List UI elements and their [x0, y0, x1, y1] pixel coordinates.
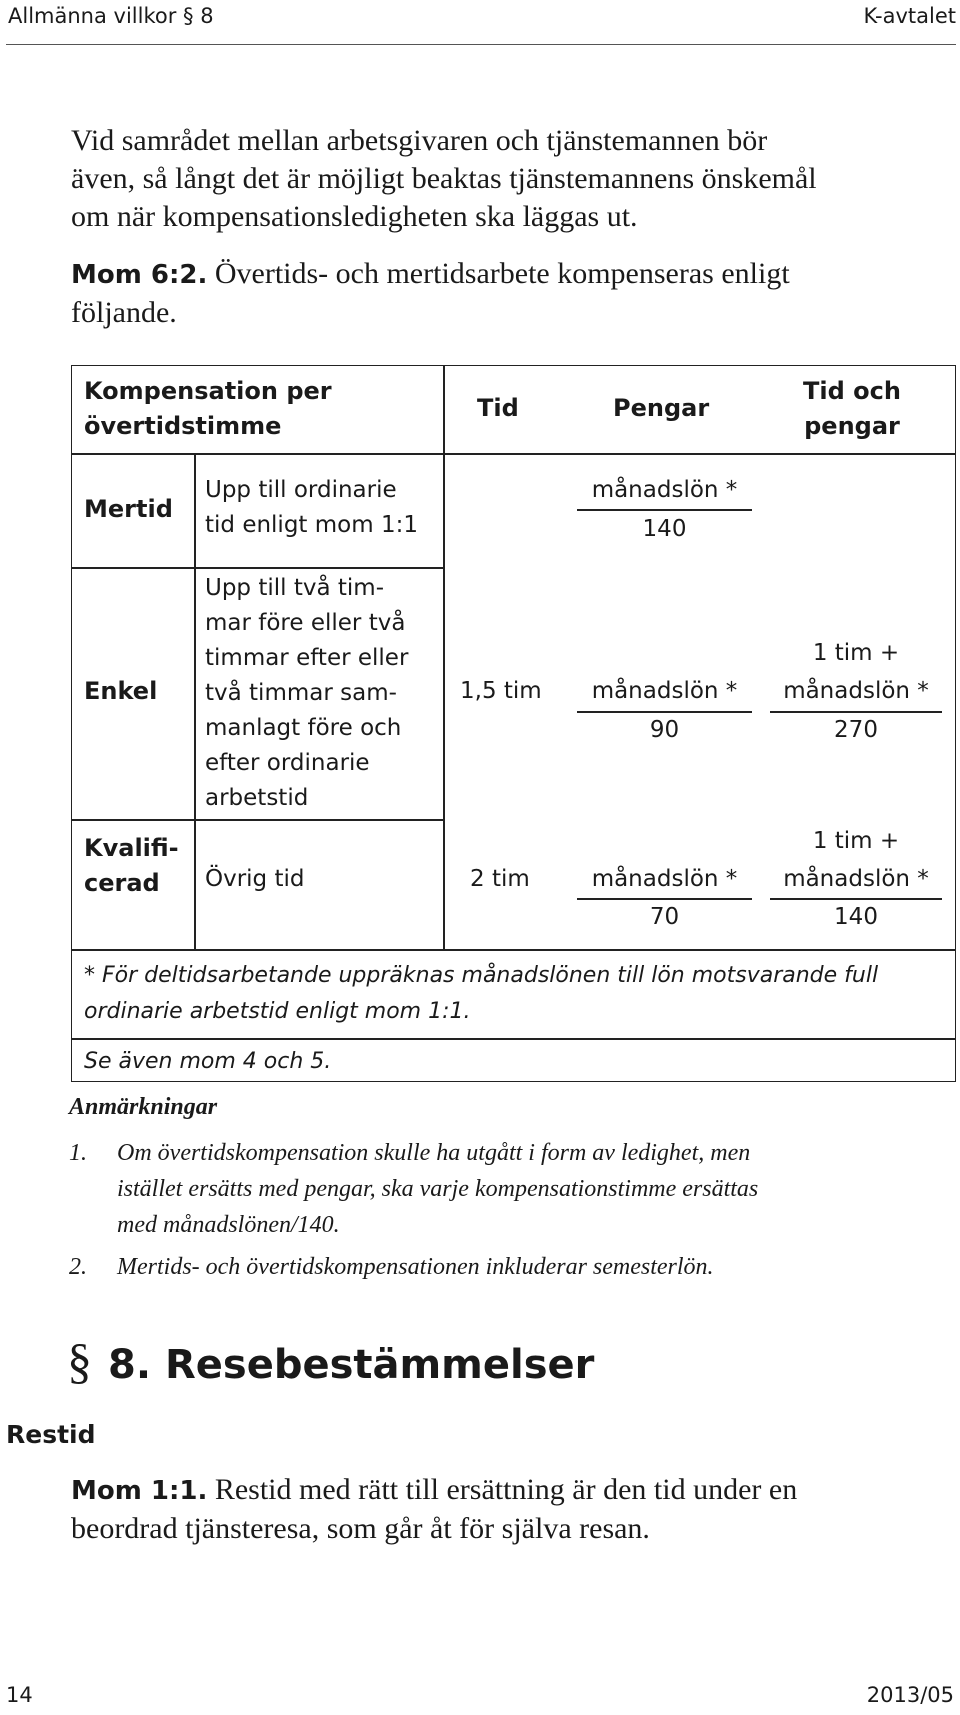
mom-6-2-text-cont: följande.: [71, 296, 177, 329]
col-divider-2: [443, 366, 445, 949]
kvalificerad-tidpengar-denominator: 140: [834, 904, 878, 930]
enkel-pengar-denominator: 90: [649, 717, 680, 743]
table-body-bottom: [72, 949, 955, 951]
enkel-pengar-numerator: månadslön *: [591, 678, 738, 704]
header-tid: Tid: [477, 394, 519, 422]
mom-6-2-label: Mom 6:2.: [71, 260, 208, 290]
page-number: 14: [6, 1683, 33, 1707]
mom-6-2-paragraph: [71, 255, 790, 332]
row-type-enkel: Enkel: [84, 677, 158, 705]
running-header-left: Allmänna villkor § 8: [8, 4, 214, 28]
enkel-tidpengar-prefix: 1 tim +: [812, 640, 900, 666]
intro-line-2: även, så långt det är möjligt beaktas tjänstemannens önskemål: [71, 162, 817, 195]
running-header-right: K-avtalet: [863, 4, 956, 28]
anmarkning-number-1: 1.: [69, 1140, 87, 1166]
anmarkning-number-2: 2.: [69, 1254, 87, 1280]
header-tid-och-pengar: Tid och pengar: [803, 377, 901, 440]
kvalificerad-tidpengar-prefix: 1 tim +: [812, 828, 900, 854]
section-title: 8. Resebestämmelser: [108, 1342, 595, 1388]
fraction-bar: [577, 509, 752, 511]
anmarkning-2: Mertids- och övertidskompensationen inkluderar semesterlön.: [117, 1254, 714, 1280]
restid-paragraph: [71, 1471, 797, 1548]
anmarkningar-title: Anmärkningar: [69, 1094, 218, 1120]
margin-label-restid: Restid: [6, 1420, 96, 1449]
footer-date: 2013/05: [866, 1683, 954, 1707]
kvalificerad-pengar-denominator: 70: [649, 904, 680, 930]
kvalificerad-pengar-numerator: månadslön *: [591, 866, 738, 892]
row-divider-mertid: [72, 567, 443, 569]
enkel-tidpengar-numerator: månadslön *: [783, 678, 929, 704]
intro-paragraph: [71, 122, 817, 236]
mertid-pengar-denominator: 140: [642, 516, 687, 542]
table-footnote: * För deltidsarbetande uppräknas månadslönen till lön motsvarande full ordinarie arbetstid enligt mom 1:1.: [84, 963, 879, 1024]
kvalificerad-tid: 2 tim: [470, 866, 530, 892]
section-symbol: §: [67, 1333, 92, 1389]
footnote-divider: [72, 1038, 955, 1040]
col-divider-1: [194, 453, 196, 949]
header-compensation: Kompensation per övertidstimme: [84, 377, 332, 440]
restid-mom-label: Mom 1:1.: [71, 1476, 208, 1506]
row-desc-kvalificerad: Övrig tid: [205, 866, 305, 892]
restid-text: Restid med rätt till ersättning är den tid under en: [207, 1473, 798, 1506]
header-divider: [6, 44, 956, 45]
intro-line-3: om när kompensationsledigheten ska läggas ut.: [71, 200, 638, 233]
compensation-table: [71, 365, 956, 1082]
mom-6-2-text: Övertids- och mertidsarbete kompenseras enligt: [207, 257, 790, 290]
kvalificerad-tidpengar-numerator: månadslön *: [783, 866, 929, 892]
restid-text-cont: beordrad tjänsteresa, som går åt för själva resan.: [71, 1512, 650, 1545]
row-type-mertid: Mertid: [84, 495, 173, 523]
table-see-also: Se även mom 4 och 5.: [84, 1049, 332, 1074]
table-header-divider: [72, 453, 955, 455]
header-pengar: Pengar: [613, 394, 710, 422]
row-divider-enkel: [72, 819, 443, 821]
intro-line-1: Vid samrådet mellan arbetsgivaren och tjänstemannen bör: [71, 124, 768, 157]
row-desc-enkel: Upp till två tim- mar före eller två timmar efter eller två timmar sam- manlagt före och efter ordinarie arbetstid: [205, 575, 409, 811]
row-desc-mertid: Upp till ordinarie tid enligt mom 1:1: [205, 477, 418, 538]
enkel-tidpengar-denominator: 270: [834, 717, 878, 743]
enkel-tid: 1,5 tim: [460, 678, 542, 704]
row-type-kvalificerad: Kvalifi- cerad: [84, 834, 179, 897]
mertid-pengar-numerator: månadslön *: [591, 477, 738, 503]
anmarkning-1: Om övertidskompensation skulle ha utgått i form av ledighet, men istället ersätts med pengar, ska varje kompensationstimme ersättas med månadslönen/140.: [117, 1140, 759, 1238]
